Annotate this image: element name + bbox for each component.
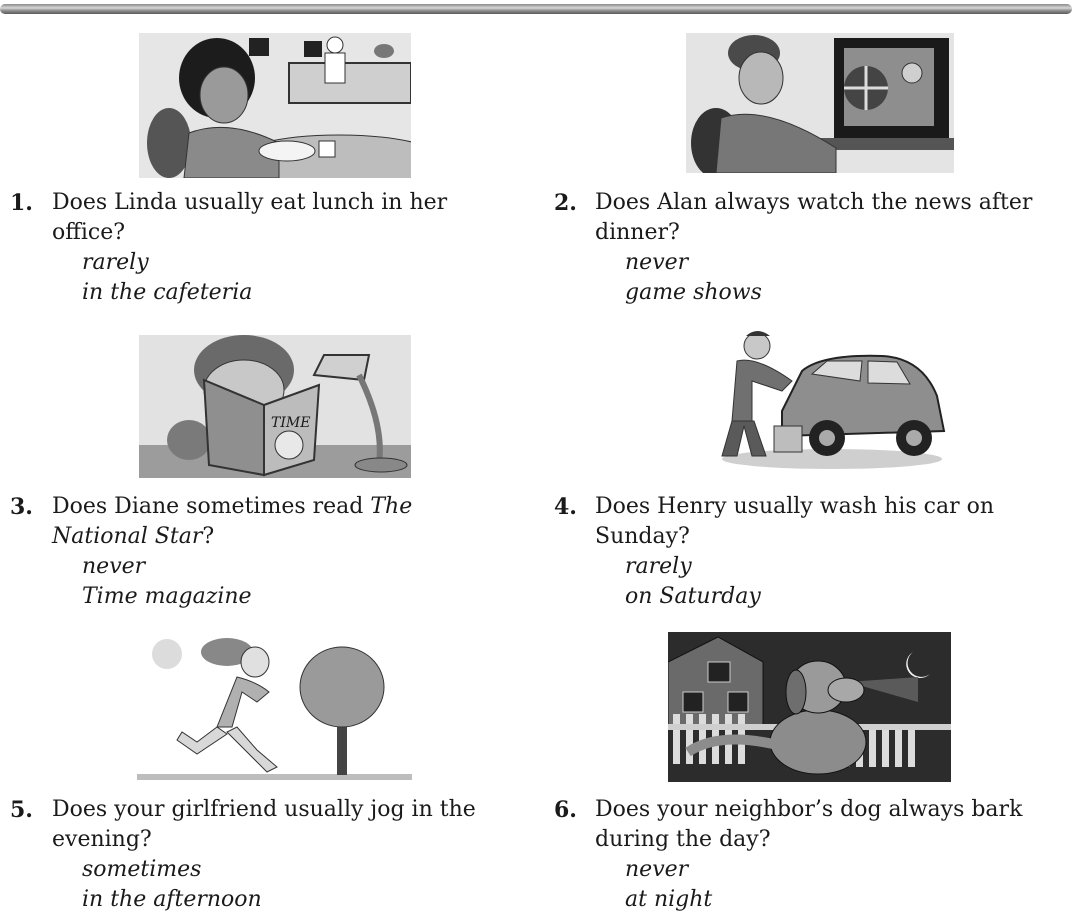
- cue-frequency: rarely: [625, 554, 692, 579]
- cue-frequency: rarely: [82, 250, 149, 275]
- cue-detail: in the afternoon: [82, 887, 262, 912]
- question-line-2: Sunday?: [595, 524, 690, 549]
- item-number: 4.: [554, 494, 577, 520]
- item-number: 2.: [554, 190, 577, 216]
- cue-detail: in the cafeteria: [82, 280, 253, 305]
- cue-frequency: sometimes: [82, 857, 202, 882]
- question-line-2: [52, 522, 214, 552]
- magazine-cover-text: TIME: [271, 415, 311, 431]
- item-number: 6.: [554, 797, 577, 823]
- woman-reading-magazine-illustration: [139, 335, 411, 478]
- item-number: 1.: [10, 190, 33, 216]
- question-line-2: evening?: [52, 827, 152, 852]
- item-number: 5.: [10, 797, 33, 823]
- publication-title-part-2: National Star: [52, 524, 203, 549]
- man-watching-tv-illustration: [686, 33, 954, 173]
- question-line-2: office?: [52, 220, 126, 245]
- question-line-2: dinner?: [595, 220, 680, 245]
- girl-jogging-illustration: [137, 632, 412, 784]
- cue-frequency: never: [625, 250, 689, 275]
- cue-frequency: never: [82, 554, 146, 579]
- woman-eating-lunch-illustration: [139, 33, 411, 178]
- question-line-1: Does Linda usually eat lunch in her: [52, 190, 448, 215]
- question-line-1: Does Henry usually wash his car on: [595, 494, 994, 519]
- dog-barking-at-night-illustration: [668, 632, 951, 782]
- cue-detail: at night: [625, 887, 713, 912]
- question-line-1: Does your girlfriend usually jog in the: [52, 797, 476, 822]
- question-line-1: Does Alan always watch the news after: [595, 190, 1033, 215]
- cue-frequency: never: [625, 857, 689, 882]
- top-divider: [0, 4, 1072, 14]
- question-line-1: [52, 492, 412, 522]
- item-number: 3.: [10, 494, 33, 520]
- boy-washing-car-illustration: [682, 326, 952, 469]
- cue-detail: Time magazine: [82, 584, 252, 609]
- cue-detail: on Saturday: [625, 584, 761, 609]
- cue-detail: game shows: [625, 280, 762, 305]
- question-text: Does Diane sometimes read: [52, 494, 371, 519]
- publication-title-part-1: The: [370, 494, 413, 519]
- question-line-1: Does your neighbor’s dog always bark: [595, 797, 1023, 822]
- question-line-2: during the day?: [595, 827, 771, 852]
- question-mark: ?: [202, 524, 215, 549]
